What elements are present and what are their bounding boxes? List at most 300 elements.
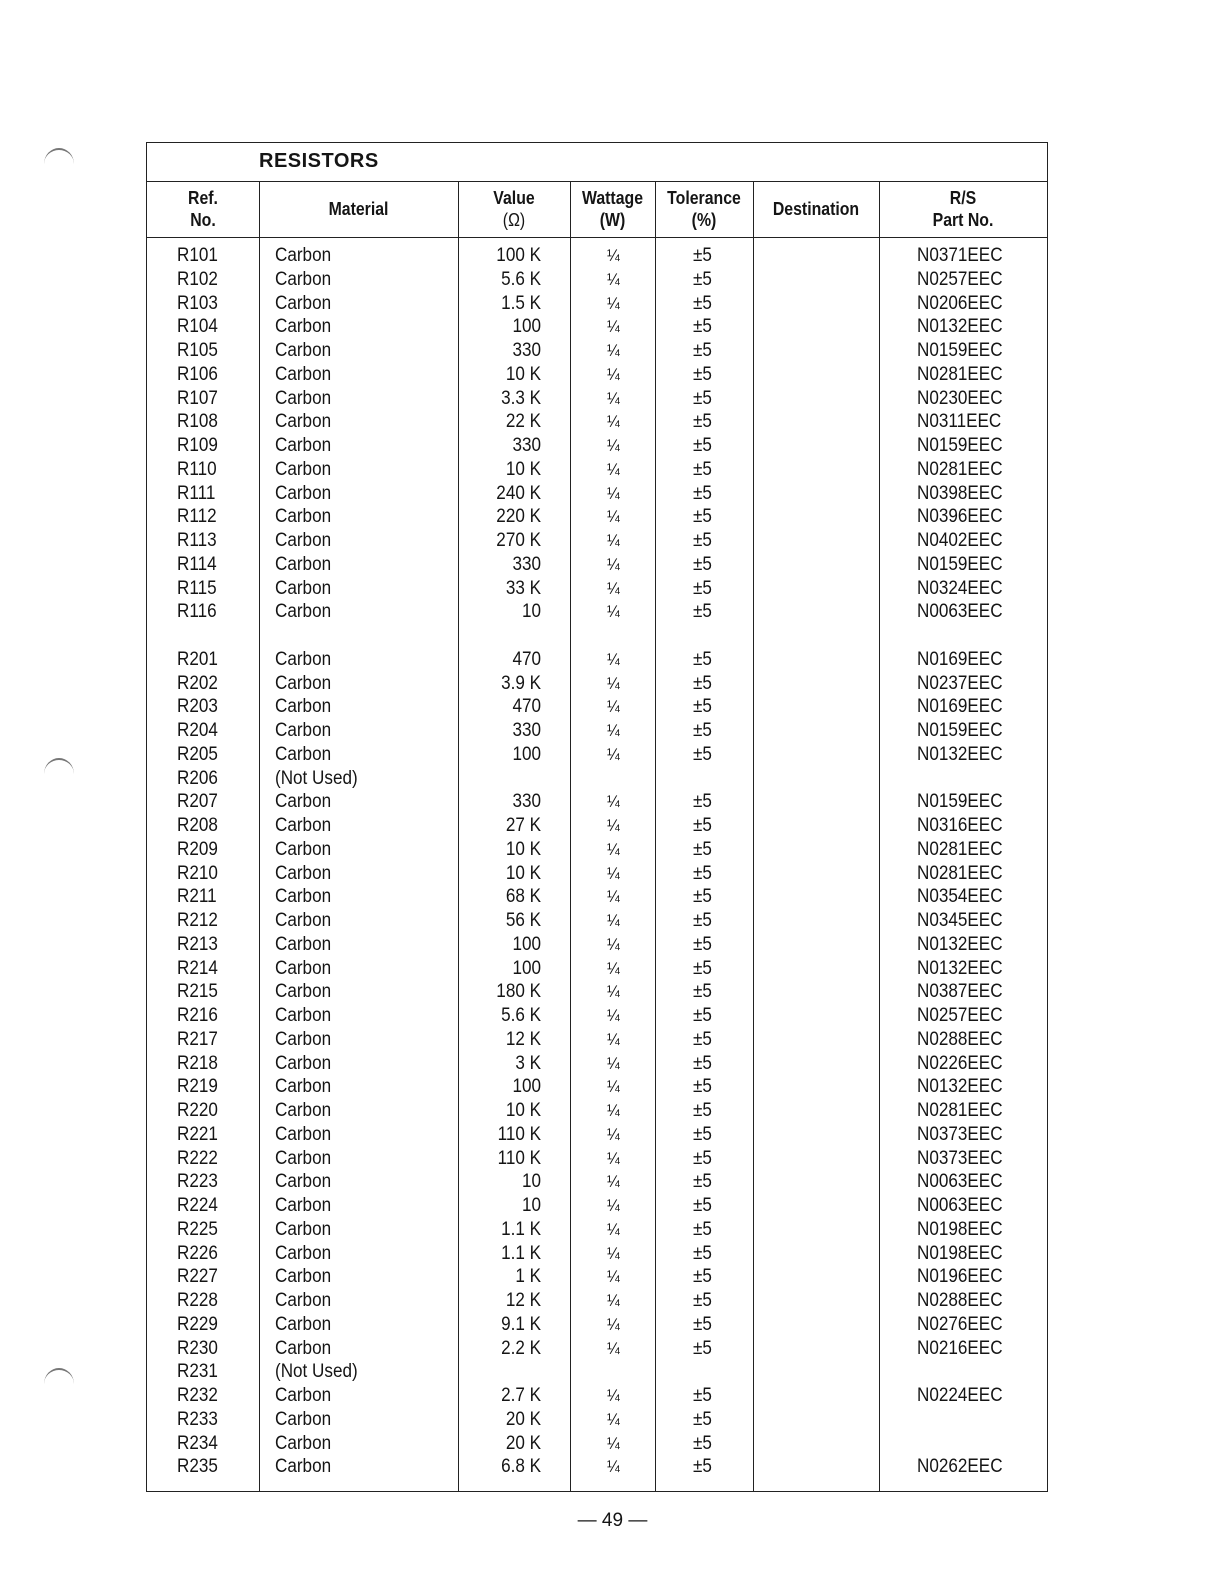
ref-cell: R212 (177, 910, 218, 931)
table-row (147, 1099, 1047, 1123)
wattage-cell: ¼ (607, 436, 620, 455)
table-row (147, 1432, 1047, 1456)
tolerance-cell: ±5 (693, 363, 712, 385)
tolerance-cell: ±5 (693, 316, 712, 338)
value-cell: 10 (521, 1195, 541, 1216)
part-number-cell: N0159EEC (917, 720, 1003, 741)
table-row (147, 339, 1047, 363)
table-row (147, 1028, 1047, 1052)
ref-cell: R217 (177, 1028, 218, 1050)
tolerance-cell: ±5 (693, 886, 712, 908)
ref-cell: R210 (177, 862, 218, 884)
material-cell: Carbon (275, 1171, 332, 1193)
wattage-cell: ¼ (607, 1124, 620, 1144)
value-cell: 100 (512, 743, 541, 765)
part-number-cell: N0257EEC (917, 1005, 1003, 1026)
value-cell: 10 K (505, 862, 541, 884)
part-number-cell: N0196EEC (917, 1266, 1003, 1288)
wattage-cell: ¼ (607, 1243, 620, 1263)
header-ref: Ref. No. (188, 188, 218, 230)
wattage-cell: ¼ (607, 1101, 620, 1120)
table-row (147, 838, 1047, 862)
ref-cell: R110 (177, 458, 217, 480)
wattage-cell: ¼ (607, 317, 620, 337)
wattage-cell: ¼ (607, 1053, 620, 1073)
material-cell: Carbon (275, 1076, 332, 1098)
material-cell: Carbon (275, 648, 332, 670)
value-cell: 220 K (496, 506, 541, 528)
material-cell: Carbon (275, 1290, 332, 1311)
material-cell: Carbon (275, 245, 332, 266)
header-material: Material (328, 199, 389, 219)
ref-cell: R211 (177, 886, 217, 908)
material-cell: Carbon (275, 981, 332, 1003)
part-number-cell: N0281EEC (917, 1100, 1003, 1121)
material-cell: Carbon (275, 363, 332, 385)
ref-cell: R203 (177, 696, 218, 718)
material-cell: Carbon (275, 957, 332, 979)
part-number-cell: N0159EEC (917, 435, 1003, 456)
tolerance-cell: ±5 (693, 862, 712, 884)
material-cell: Carbon (275, 862, 332, 884)
value-cell: 33 K (505, 577, 541, 599)
wattage-cell: ¼ (607, 673, 620, 693)
ref-cell: R213 (177, 933, 218, 955)
tolerance-cell: ±5 (693, 1337, 712, 1359)
part-number-cell: N0198EEC (917, 1218, 1003, 1240)
table-row (147, 1408, 1047, 1432)
material-cell: Carbon (275, 601, 332, 623)
value-cell: 270 K (496, 530, 541, 551)
material-cell: Carbon (275, 506, 332, 528)
table-row (147, 244, 1047, 268)
material-cell: Carbon (275, 553, 332, 575)
material-cell: Carbon (275, 577, 332, 599)
table-row (147, 790, 1047, 814)
material-cell: Carbon (275, 1337, 332, 1359)
wattage-cell: ¼ (607, 269, 620, 289)
wattage-cell: ¼ (607, 1148, 620, 1168)
tolerance-cell: ±5 (693, 981, 712, 1003)
value-cell: 3.3 K (501, 387, 541, 409)
tolerance-cell: ±5 (693, 1076, 712, 1098)
ref-cell: R219 (177, 1076, 218, 1098)
table-row (147, 529, 1047, 553)
tolerance-cell: ±5 (693, 435, 712, 456)
value-cell: 100 (512, 1076, 541, 1098)
tolerance-cell: ±5 (693, 910, 712, 931)
table-row (147, 1337, 1047, 1361)
ref-cell: R222 (177, 1147, 218, 1169)
tolerance-cell: ±5 (693, 1147, 712, 1169)
wattage-cell: ¼ (607, 863, 620, 883)
part-number-cell: N0262EEC (917, 1456, 1003, 1478)
part-number-cell: N0281EEC (917, 838, 1003, 860)
tolerance-cell: ±5 (693, 743, 712, 765)
material-cell: (Not Used) (275, 1361, 358, 1383)
value-cell: 22 K (505, 411, 541, 433)
tolerance-cell: ±5 (693, 553, 712, 575)
wattage-cell: ¼ (607, 1172, 620, 1192)
part-number-cell: N0402EEC (917, 530, 1003, 551)
table-row (147, 1384, 1047, 1408)
table-row (147, 268, 1047, 292)
table-title-bar (147, 143, 1047, 182)
part-number-cell: N0206EEC (917, 292, 1003, 314)
ref-cell: R109 (177, 435, 218, 456)
ref-cell: R102 (177, 268, 218, 290)
material-cell: Carbon (275, 672, 332, 694)
value-cell: 1.5 K (501, 292, 541, 314)
ref-cell: R114 (177, 553, 217, 575)
tolerance-cell: ±5 (693, 530, 712, 551)
value-cell: 330 (512, 791, 541, 813)
wattage-cell: ¼ (607, 341, 620, 360)
value-cell: 470 (512, 696, 541, 718)
ref-cell: R223 (177, 1171, 218, 1193)
header-destination: Destination (772, 199, 860, 219)
value-cell: 330 (512, 435, 541, 456)
part-number-cell: N0316EEC (917, 815, 1003, 836)
tolerance-cell: ±5 (693, 458, 712, 480)
value-cell: 3.9 K (501, 672, 541, 694)
table-row (147, 862, 1047, 886)
wattage-cell: ¼ (607, 1457, 620, 1477)
wattage-cell: ¼ (607, 459, 620, 479)
value-cell: 180 K (496, 981, 541, 1003)
tolerance-cell: ±5 (693, 506, 712, 528)
part-number-cell: N0257EEC (917, 268, 1003, 290)
wattage-cell: ¼ (607, 1338, 620, 1358)
table-row (147, 434, 1047, 458)
value-cell: 100 K (496, 245, 541, 266)
material-cell: Carbon (275, 1195, 332, 1216)
table-row (147, 648, 1047, 672)
ref-cell: R209 (177, 838, 218, 860)
material-cell: Carbon (275, 696, 332, 718)
binder-hole-mark (44, 1368, 74, 1384)
material-cell: Carbon (275, 387, 332, 409)
table-row (147, 909, 1047, 933)
material-cell: Carbon (275, 815, 332, 836)
part-number-cell: N0132EEC (917, 933, 1003, 955)
tolerance-cell: ±5 (693, 1456, 712, 1478)
material-cell: Carbon (275, 292, 332, 314)
part-number-cell: N0281EEC (917, 458, 1003, 480)
table-row (147, 957, 1047, 981)
tolerance-cell: ±5 (693, 1123, 712, 1145)
part-number-cell: N0132EEC (917, 1076, 1003, 1098)
table-row (147, 767, 1047, 791)
wattage-cell: ¼ (607, 293, 620, 313)
wattage-cell: ¼ (607, 1433, 620, 1453)
tolerance-cell: ±5 (693, 1028, 712, 1050)
material-cell: Carbon (275, 791, 332, 813)
material-cell: Carbon (275, 1218, 332, 1240)
material-cell: Carbon (275, 1408, 332, 1430)
table-row (147, 1194, 1047, 1218)
table-row (147, 695, 1047, 719)
wattage-cell: ¼ (607, 1386, 620, 1405)
material-cell: Carbon (275, 1052, 332, 1074)
table-row (147, 387, 1047, 411)
ref-cell: R116 (177, 601, 217, 623)
value-cell: 12 K (505, 1290, 541, 1311)
value-cell: 20 K (505, 1432, 541, 1454)
wattage-cell: ¼ (607, 816, 620, 835)
wattage-cell: ¼ (607, 1219, 620, 1239)
wattage-cell: ¼ (607, 649, 620, 669)
material-cell: Carbon (275, 458, 332, 480)
table-row (147, 1123, 1047, 1147)
value-cell: 10 K (505, 838, 541, 860)
value-cell: 2.7 K (501, 1385, 541, 1406)
wattage-cell: ¼ (607, 1029, 620, 1049)
material-cell: (Not Used) (275, 767, 358, 789)
material-cell: Carbon (275, 886, 332, 908)
value-cell: 100 (512, 933, 541, 955)
part-number-cell: N0354EEC (917, 886, 1003, 908)
wattage-cell: ¼ (607, 1077, 620, 1097)
material-cell: Carbon (275, 268, 332, 290)
header-wattage: Wattage (W) (581, 188, 644, 230)
table-row (147, 505, 1047, 529)
material-cell: Carbon (275, 910, 332, 931)
wattage-cell: ¼ (607, 721, 620, 740)
value-cell: 20 K (505, 1408, 541, 1430)
header-part-no: R/S Part No. (932, 188, 994, 230)
material-cell: Carbon (275, 1242, 332, 1264)
part-number-cell: N0226EEC (917, 1052, 1003, 1074)
wattage-cell: ¼ (607, 958, 620, 978)
part-number-cell: N0169EEC (917, 648, 1003, 670)
ref-cell: R105 (177, 340, 218, 361)
value-cell: 5.6 K (501, 268, 541, 290)
ref-cell: R216 (177, 1005, 218, 1026)
value-cell: 10 K (505, 1100, 541, 1121)
value-cell: 100 (512, 957, 541, 979)
table-body (147, 244, 1047, 1479)
wattage-cell: ¼ (607, 602, 620, 622)
part-number-cell: N0281EEC (917, 862, 1003, 884)
tolerance-cell: ±5 (693, 340, 712, 361)
ref-cell: R113 (177, 530, 217, 551)
table-row (147, 410, 1047, 434)
tolerance-cell: ±5 (693, 1218, 712, 1240)
part-number-cell: N0237EEC (917, 672, 1003, 694)
ref-cell: R207 (177, 791, 218, 813)
material-cell: Carbon (275, 720, 332, 741)
resistor-table (146, 142, 1048, 1492)
table-row (147, 1075, 1047, 1099)
ref-cell: R220 (177, 1100, 218, 1121)
ref-cell: R224 (177, 1195, 218, 1216)
tolerance-cell: ±5 (693, 1195, 712, 1216)
value-cell: 330 (512, 720, 541, 741)
ref-cell: R228 (177, 1290, 218, 1311)
ref-cell: R101 (177, 245, 218, 266)
part-number-cell: N0169EEC (917, 696, 1003, 718)
part-number-cell: N0276EEC (917, 1313, 1003, 1335)
wattage-cell: ¼ (607, 388, 620, 408)
ref-cell: R206 (177, 767, 218, 789)
part-number-cell: N0288EEC (917, 1290, 1003, 1311)
ref-cell: R231 (177, 1361, 218, 1383)
value-cell: 110 K (497, 1147, 541, 1169)
part-number-cell: N0324EEC (917, 577, 1003, 599)
table-row (147, 482, 1047, 506)
table-row (147, 1052, 1047, 1076)
part-number-cell: N0373EEC (917, 1147, 1003, 1169)
value-cell: 1.1 K (501, 1242, 541, 1264)
header-value: Value (Ω) (493, 188, 535, 230)
part-number-cell: N0063EEC (917, 1171, 1003, 1193)
wattage-cell: ¼ (607, 412, 620, 432)
tolerance-cell: ±5 (693, 720, 712, 741)
value-cell: 10 K (505, 363, 541, 385)
page-number: — 49 — (577, 1510, 648, 1531)
table-row (147, 980, 1047, 1004)
part-number-cell: N0396EEC (917, 506, 1003, 528)
material-cell: Carbon (275, 1028, 332, 1050)
tolerance-cell: ±5 (693, 791, 712, 813)
wattage-cell: ¼ (607, 364, 620, 384)
value-cell: 10 K (505, 458, 541, 480)
ref-cell: R225 (177, 1218, 218, 1240)
part-number-cell: N0398EEC (917, 482, 1003, 504)
tolerance-cell: ±5 (693, 268, 712, 290)
tolerance-cell: ±5 (693, 1432, 712, 1454)
table-row (147, 1265, 1047, 1289)
part-number-cell: N0224EEC (917, 1385, 1003, 1406)
tolerance-cell: ±5 (693, 1052, 712, 1074)
part-number-cell: N0132EEC (917, 316, 1003, 338)
wattage-cell: ¼ (607, 1006, 620, 1025)
ref-cell: R221 (177, 1123, 218, 1145)
ref-cell: R208 (177, 815, 218, 836)
tolerance-cell: ±5 (693, 387, 712, 409)
value-cell: 1 K (515, 1266, 541, 1288)
value-cell: 6.8 K (501, 1456, 541, 1478)
table-row (147, 1289, 1047, 1313)
table-row (147, 363, 1047, 387)
tolerance-cell: ±5 (693, 933, 712, 955)
ref-cell: R233 (177, 1408, 218, 1430)
ref-cell: R234 (177, 1432, 218, 1454)
table-row (147, 1455, 1047, 1479)
table-title: RESISTORS (259, 150, 379, 172)
ref-cell: R204 (177, 720, 218, 741)
tolerance-cell: ±5 (693, 482, 712, 504)
part-number-cell: N0371EEC (917, 245, 1003, 266)
tolerance-cell: ±5 (693, 245, 712, 266)
ref-cell: R202 (177, 672, 218, 694)
value-cell: 56 K (505, 910, 541, 931)
material-cell: Carbon (275, 1456, 332, 1478)
wattage-cell: ¼ (607, 531, 620, 550)
wattage-cell: ¼ (607, 982, 620, 1002)
ref-cell: R218 (177, 1052, 218, 1074)
wattage-cell: ¼ (607, 1291, 620, 1310)
table-row (147, 1170, 1047, 1194)
tolerance-cell: ±5 (693, 411, 712, 433)
value-cell: 27 K (505, 815, 541, 836)
tolerance-cell: ±5 (693, 1266, 712, 1288)
table-row (147, 315, 1047, 339)
table-row (147, 885, 1047, 909)
tolerance-cell: ±5 (693, 601, 712, 623)
material-cell: Carbon (275, 316, 332, 338)
ref-cell: R108 (177, 411, 218, 433)
material-cell: Carbon (275, 435, 332, 456)
wattage-cell: ¼ (607, 911, 620, 930)
value-cell: 240 K (496, 482, 541, 504)
value-cell: 10 (521, 1171, 541, 1193)
value-cell: 470 (512, 648, 541, 670)
material-cell: Carbon (275, 482, 332, 504)
tolerance-cell: ±5 (693, 1171, 712, 1193)
part-number-cell: N0345EEC (917, 910, 1003, 931)
table-row (147, 553, 1047, 577)
table-row (147, 1004, 1047, 1028)
table-row (147, 1242, 1047, 1266)
tolerance-cell: ±5 (693, 648, 712, 670)
table-row (147, 743, 1047, 767)
material-cell: Carbon (275, 1123, 332, 1145)
part-number-cell: N0198EEC (917, 1242, 1003, 1264)
wattage-cell: ¼ (607, 744, 620, 764)
table-row (147, 600, 1047, 624)
material-cell: Carbon (275, 933, 332, 955)
tolerance-cell: ±5 (693, 696, 712, 718)
value-cell: 5.6 K (501, 1005, 541, 1026)
wattage-cell: ¼ (607, 839, 620, 859)
material-cell: Carbon (275, 1313, 332, 1335)
tolerance-cell: ±5 (693, 1242, 712, 1264)
material-cell: Carbon (275, 743, 332, 765)
ref-cell: R201 (177, 648, 218, 670)
part-number-cell: N0159EEC (917, 340, 1003, 361)
ref-cell: R106 (177, 363, 218, 385)
value-cell: 330 (512, 340, 541, 361)
part-number-cell: N0230EEC (917, 387, 1003, 409)
tolerance-cell: ±5 (693, 1408, 712, 1430)
ref-cell: R112 (177, 506, 217, 528)
ref-cell: R226 (177, 1242, 218, 1264)
wattage-cell: ¼ (607, 554, 620, 574)
part-number-cell: N0063EEC (917, 601, 1003, 623)
table-row (147, 577, 1047, 601)
binder-hole-mark (44, 758, 74, 774)
value-cell: 68 K (505, 886, 541, 908)
part-number-cell: N0132EEC (917, 957, 1003, 979)
ref-cell: R111 (177, 482, 216, 504)
ref-cell: R227 (177, 1266, 218, 1288)
tolerance-cell: ±5 (693, 1385, 712, 1406)
table-row (147, 1360, 1047, 1384)
binder-hole-mark (44, 148, 74, 164)
material-cell: Carbon (275, 1147, 332, 1169)
ref-cell: R232 (177, 1385, 218, 1406)
value-cell: 100 (512, 316, 541, 338)
ref-cell: R230 (177, 1337, 218, 1359)
table-row (147, 814, 1047, 838)
ref-cell: R229 (177, 1313, 218, 1335)
tolerance-cell: ±5 (693, 1290, 712, 1311)
wattage-cell: ¼ (607, 1267, 620, 1287)
part-number-cell: N0373EEC (917, 1123, 1003, 1145)
value-cell: 330 (512, 553, 541, 575)
